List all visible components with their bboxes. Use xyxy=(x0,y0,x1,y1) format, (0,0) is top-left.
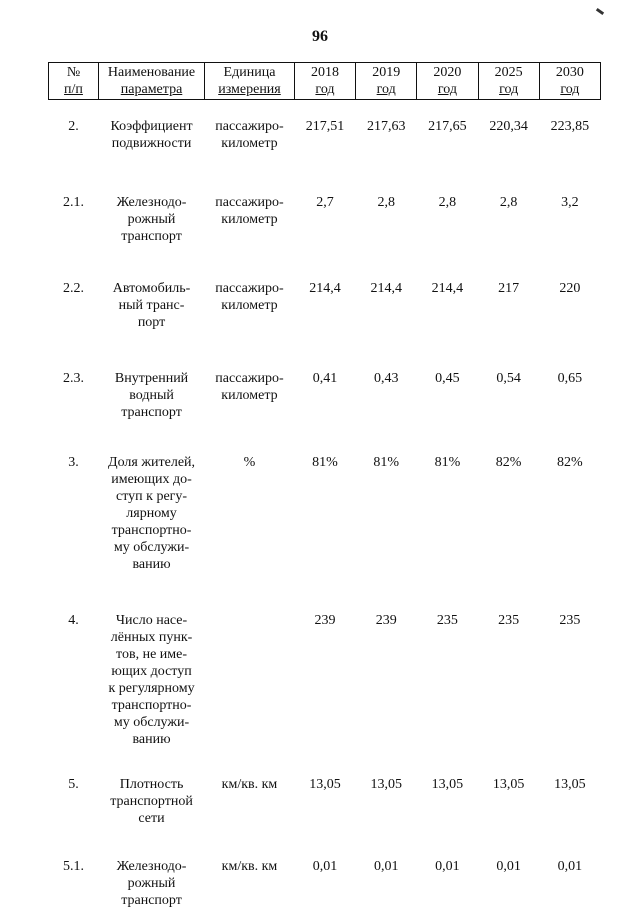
unit-line: километр xyxy=(207,211,293,228)
unit xyxy=(205,370,295,436)
header-text: год xyxy=(542,81,598,98)
spacer-cell xyxy=(49,176,601,194)
unit-line: пассажиро- xyxy=(207,118,293,135)
row-number: 5.1. xyxy=(49,858,99,918)
parameter-name xyxy=(98,194,204,262)
parameter-name xyxy=(98,858,204,918)
parameter-name-line: Число насе- xyxy=(100,612,202,629)
parameter-name-line: тов, не име- xyxy=(100,646,202,663)
row-spacer xyxy=(49,176,601,194)
row-spacer xyxy=(49,100,601,119)
row-spacer xyxy=(49,352,601,370)
header-text: 2019 xyxy=(358,64,414,81)
parameter-name-line: му обслужи- xyxy=(100,539,202,556)
unit xyxy=(205,612,295,758)
value-2019: 239 xyxy=(356,612,417,758)
parameter-name-line: транспортно- xyxy=(100,522,202,539)
table-body xyxy=(49,100,601,918)
parameter-name-line: ный транс- xyxy=(100,297,202,314)
value-2025: 2,8 xyxy=(478,194,539,262)
value-2030: 223,85 xyxy=(539,118,600,176)
table-row xyxy=(49,194,601,262)
row-number: 2. xyxy=(49,118,99,176)
row-number: 4. xyxy=(49,612,99,758)
table-row xyxy=(49,280,601,352)
unit-line: километр xyxy=(207,387,293,404)
parameter-name-line: транспортно- xyxy=(100,697,202,714)
scan-mark xyxy=(596,8,604,15)
unit xyxy=(205,118,295,176)
parameter-name xyxy=(98,454,204,594)
header-text: год xyxy=(419,81,475,98)
page-number: 96 xyxy=(0,28,640,46)
parameters-table xyxy=(48,62,601,918)
parameter-name xyxy=(98,776,204,840)
value-2020: 235 xyxy=(417,612,478,758)
row-number: 2.2. xyxy=(49,280,99,352)
value-2019: 2,8 xyxy=(356,194,417,262)
row-number: 5. xyxy=(49,776,99,840)
value-2030: 3,2 xyxy=(539,194,600,262)
spacer-cell xyxy=(49,262,601,280)
unit-line: километр xyxy=(207,135,293,152)
table-row xyxy=(49,454,601,594)
row-spacer xyxy=(49,840,601,858)
spacer-cell xyxy=(49,594,601,612)
value-2025: 217 xyxy=(478,280,539,352)
parameter-name xyxy=(98,612,204,758)
value-2025: 220,34 xyxy=(478,118,539,176)
header-parameter-name xyxy=(98,63,204,100)
value-2019: 217,63 xyxy=(356,118,417,176)
value-2020: 81% xyxy=(417,454,478,594)
value-2030: 220 xyxy=(539,280,600,352)
parameter-name-line: к регулярному xyxy=(100,680,202,697)
header-text: 2020 xyxy=(419,64,475,81)
value-2018: 2,7 xyxy=(294,194,355,262)
parameter-name-line: ющих доступ xyxy=(100,663,202,680)
parameter-name-line: Внутренний xyxy=(100,370,202,387)
spacer-cell xyxy=(49,840,601,858)
table-row xyxy=(49,370,601,436)
spacer-cell xyxy=(49,758,601,776)
parameter-name-line: транспорт xyxy=(100,892,202,909)
spacer-cell xyxy=(49,100,601,119)
table-row xyxy=(49,776,601,840)
value-2018: 239 xyxy=(294,612,355,758)
row-spacer xyxy=(49,262,601,280)
header-text: п/п xyxy=(51,81,96,98)
value-2020: 217,65 xyxy=(417,118,478,176)
value-2020: 0,01 xyxy=(417,858,478,918)
unit-line: пассажиро- xyxy=(207,280,293,297)
table-header xyxy=(49,63,601,100)
header-text: Единица xyxy=(207,64,292,81)
unit-line: % xyxy=(207,454,293,471)
parameter-name-line: рожный xyxy=(100,875,202,892)
header-year-2020 xyxy=(417,63,478,100)
unit-line: пассажиро- xyxy=(207,194,293,211)
header-text: параметра xyxy=(101,81,202,98)
spacer-cell xyxy=(49,352,601,370)
header-unit xyxy=(205,63,295,100)
header-number xyxy=(49,63,99,100)
value-2019: 13,05 xyxy=(356,776,417,840)
row-spacer xyxy=(49,594,601,612)
parameter-name-line: ванию xyxy=(100,556,202,573)
header-text: год xyxy=(358,81,414,98)
parameter-name-line: рожный xyxy=(100,211,202,228)
parameter-name-line: транспорт xyxy=(100,404,202,421)
parameter-name-line: транспортной xyxy=(100,793,202,810)
value-2025: 13,05 xyxy=(478,776,539,840)
row-spacer xyxy=(49,436,601,454)
parameter-name-line: Автомобиль- xyxy=(100,280,202,297)
header-year-2019 xyxy=(356,63,417,100)
parameter-name xyxy=(98,280,204,352)
value-2019: 0,43 xyxy=(356,370,417,436)
header-year-2018 xyxy=(294,63,355,100)
value-2019: 0,01 xyxy=(356,858,417,918)
parameter-name-line: лённых пунк- xyxy=(100,629,202,646)
header-year-2025 xyxy=(478,63,539,100)
unit xyxy=(205,280,295,352)
value-2030: 82% xyxy=(539,454,600,594)
value-2018: 0,41 xyxy=(294,370,355,436)
header-text: 2025 xyxy=(481,64,537,81)
parameter-name xyxy=(98,370,204,436)
table-row xyxy=(49,612,601,758)
value-2018: 214,4 xyxy=(294,280,355,352)
parameter-name-line: водный xyxy=(100,387,202,404)
value-2019: 81% xyxy=(356,454,417,594)
unit-line: километр xyxy=(207,297,293,314)
value-2018: 13,05 xyxy=(294,776,355,840)
header-text: 2018 xyxy=(297,64,353,81)
value-2019: 214,4 xyxy=(356,280,417,352)
row-number: 2.3. xyxy=(49,370,99,436)
header-text: Наименование xyxy=(101,64,202,81)
value-2018: 0,01 xyxy=(294,858,355,918)
value-2020: 2,8 xyxy=(417,194,478,262)
value-2030: 235 xyxy=(539,612,600,758)
parameter-name-line: Доля жителей, xyxy=(100,454,202,471)
header-text: год xyxy=(481,81,537,98)
unit xyxy=(205,194,295,262)
header-text: измерения xyxy=(207,81,292,98)
unit xyxy=(205,776,295,840)
parameter-name-line: му обслужи- xyxy=(100,714,202,731)
parameter-name-line: сети xyxy=(100,810,202,827)
spacer-cell xyxy=(49,436,601,454)
parameter-name-line: транспорт xyxy=(100,228,202,245)
unit-line: км/кв. км xyxy=(207,858,293,875)
parameter-name-line: Железнодо- xyxy=(100,858,202,875)
parameter-name-line: порт xyxy=(100,314,202,331)
value-2025: 235 xyxy=(478,612,539,758)
parameter-name-line: имеющих до- xyxy=(100,471,202,488)
header-text: год xyxy=(297,81,353,98)
row-number: 2.1. xyxy=(49,194,99,262)
row-spacer xyxy=(49,758,601,776)
header-text: 2030 xyxy=(542,64,598,81)
unit-line: км/кв. км xyxy=(207,776,293,793)
value-2020: 13,05 xyxy=(417,776,478,840)
value-2025: 0,54 xyxy=(478,370,539,436)
unit-line: пассажиро- xyxy=(207,370,293,387)
unit xyxy=(205,858,295,918)
parameter-name-line: лярному xyxy=(100,505,202,522)
value-2018: 217,51 xyxy=(294,118,355,176)
parameter-name-line: Железнодо- xyxy=(100,194,202,211)
value-2020: 214,4 xyxy=(417,280,478,352)
value-2025: 0,01 xyxy=(478,858,539,918)
parameter-name xyxy=(98,118,204,176)
table-row xyxy=(49,858,601,918)
parameter-name-line: Коэффициент xyxy=(100,118,202,135)
value-2030: 0,65 xyxy=(539,370,600,436)
parameter-name-line: ванию xyxy=(100,731,202,748)
parameter-name-line: ступ к регу- xyxy=(100,488,202,505)
value-2025: 82% xyxy=(478,454,539,594)
value-2020: 0,45 xyxy=(417,370,478,436)
unit xyxy=(205,454,295,594)
row-number: 3. xyxy=(49,454,99,594)
table-row xyxy=(49,118,601,176)
value-2018: 81% xyxy=(294,454,355,594)
value-2030: 13,05 xyxy=(539,776,600,840)
parameter-name-line: подвижности xyxy=(100,135,202,152)
parameter-name-line: Плотность xyxy=(100,776,202,793)
header-year-2030 xyxy=(539,63,600,100)
header-text: № xyxy=(51,64,96,81)
value-2030: 0,01 xyxy=(539,858,600,918)
